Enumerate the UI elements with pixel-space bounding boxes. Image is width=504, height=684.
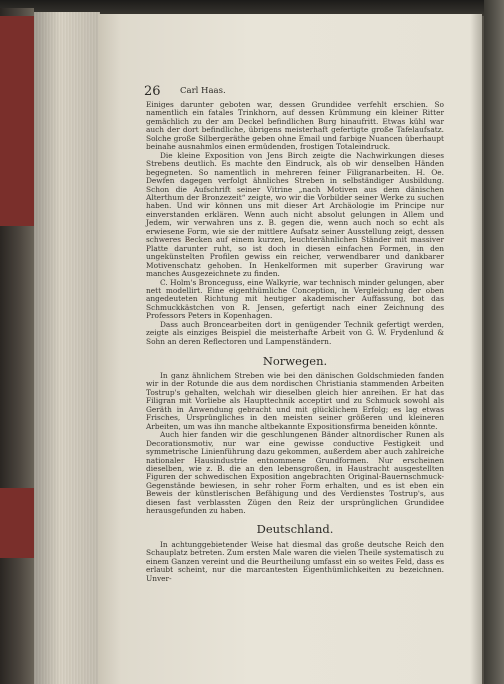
cover-band-upper [0,16,34,226]
text-block-norway [146,372,444,516]
section-heading-norway: Norwegen. [262,354,328,368]
paragraph: Einiges darunter geboten war, dessen Grundidee verfehlt erschien. So namentlich ein fatales Trinkhorn, auf dessen Krümmung ein kleiner Ritter gemächlich zu der am Deckel befindlichen Burg hinaufritt. Etwas kühl war auch der dort befindliche, übrigens meisterhaft gefertigte große Tafelaufsatz. Solche große Silbergeräthe geben ohne Email und farbige Nuancen überhaupt beinahe ausnahmlos einen ermüdenden, frostigen Totaleindruck. [146,100,444,152]
page-header [144,84,444,98]
text-block-germany [146,541,444,583]
page-stack-shadow [34,12,100,684]
page-number: 26 [144,84,161,99]
paragraph: In achtunggebietender Weise hat diesmal das große deutsche Reich den Schauplatz betreten. Zum ersten Male waren die vielen Theile systematisch zu einem Ganzen vereint und die Beurtheilung umfasst ein so weites Feld, dass es erlaubt scheint, nur die marcantesten Eigenthümlichkeiten zu bezeichnen. Unver- [146,540,444,583]
paragraph: Auch hier fanden wir die geschlungenen Bänder altnordischer Runen als Decorationsmotiv, nur war eine gewisse conductive Festigkeit und symmetrische Linienführung dazu gekommen, außerdem aber auch zahlreiche nationaler Hausindustrie entnommene Grundformen. Nur erscheinen dieselben, wie z. B. die an den lebensgroßen, in Haustracht ausgestellten Figuren der schwedischen Exposition angebrachten Original-Bauernschmuck-Gegenstände bewiesen, in sehr roher Form erhalten, und es ist eben ein Beweis der künstlerischen Befähigung und des Verdienstes Tostrup's, aus diesen fast verblassten Zügen den Reiz der ursprünglichen Grundidee herausgefunden zu haben. [146,430,444,516]
right-background [484,0,504,684]
book-cover [0,8,34,684]
paragraph: Die kleine Exposition von Jens Birch zeigte die Nachwirkungen dieses Strebens deutlich. Es machte den Eindruck, als ob wir denselben Händen begegneten. So namentlich in mehreren feiner Filigranarbeiten. H. Oe. Dewfen dagegen verfolgt ähnliches Streben in selbständiger Ausbildung. Schon die Aufschrift seiner Vitrine „nach Motiven aus dem dänischen Alterthum der Bronzezeit“ zeigte, wo wir die Vorbilder seiner Werke zu suchen haben. Und wir können uns mit dieser Art Archäologie im Principe nur einverstanden erklären. Wenn auch nicht absolut gelungen in Allem und Jedem, wir verwahren uns z. B. gegen die, wenn auch noch so echt als erwiesene Form, wie sie der mittlere Aufsatz seiner Ausstellung zeigt, dessen schweres Becken auf einem kurzen, leuchterähnlichen Ständer mit massiver Platte darunter ruht, so ist doch in diesen einfachen Formen, in den ungekünstelten Profilen gewiss ein reicher, verwendbarer und dankbarer Motivenschatz gehoben. In Henkelformen mit superber Gravirung war manches Ausgezeichnete zu finden. [146,150,444,279]
paragraph: C. Holm's Bronceguss, eine Walkyrie, war technisch minder gelungen, aber nett modellirt. Eine eigenthümliche Conception, in Vergleichung der oben angedeuteten Richtung mit heutiger akademischer Auffassung, bot das Schmuckkästchen von R. Jensen, gefertigt nach einer Zeichnung des Professors Peters in Kopenhagen. [146,277,444,321]
running-title: Carl Haas. [180,86,226,96]
paragraph: Dass auch Broncearbeiten dort in genügender Technik gefertigt werden, zeigte als einziges Beispiel die meisterhafte Arbeit von G. W. Frydenlund & Sohn an deren Reflectoren und Lampenständern. [146,319,444,346]
section-heading-germany: Deutschland. [256,522,334,536]
gutter-shadow [470,14,484,684]
paragraph: In ganz ähnlichem Streben wie bei den dänischen Goldschmieden fanden wir in der Rotunde die aus dem nordischen Christiania stammenden Arbeiten Tostrup's gehalten, welchah wir dieselben gleich hier anreihen. Er hat das Filigran mit Vorliebe als Haupttechnik acceptirt und zu Schmuck sowohl als Geräth in Anwendung gebracht und mit glücklichem Erfolg; es lag etwas Frisches, Ursprüngliches in den meisten seiner größeren und kleineren Arbeiten, um was ihn manche altbekannte Expositionsfirma beneiden könnte. [146,371,444,431]
text-block-intro [146,101,444,346]
cover-band-lower [0,488,34,558]
